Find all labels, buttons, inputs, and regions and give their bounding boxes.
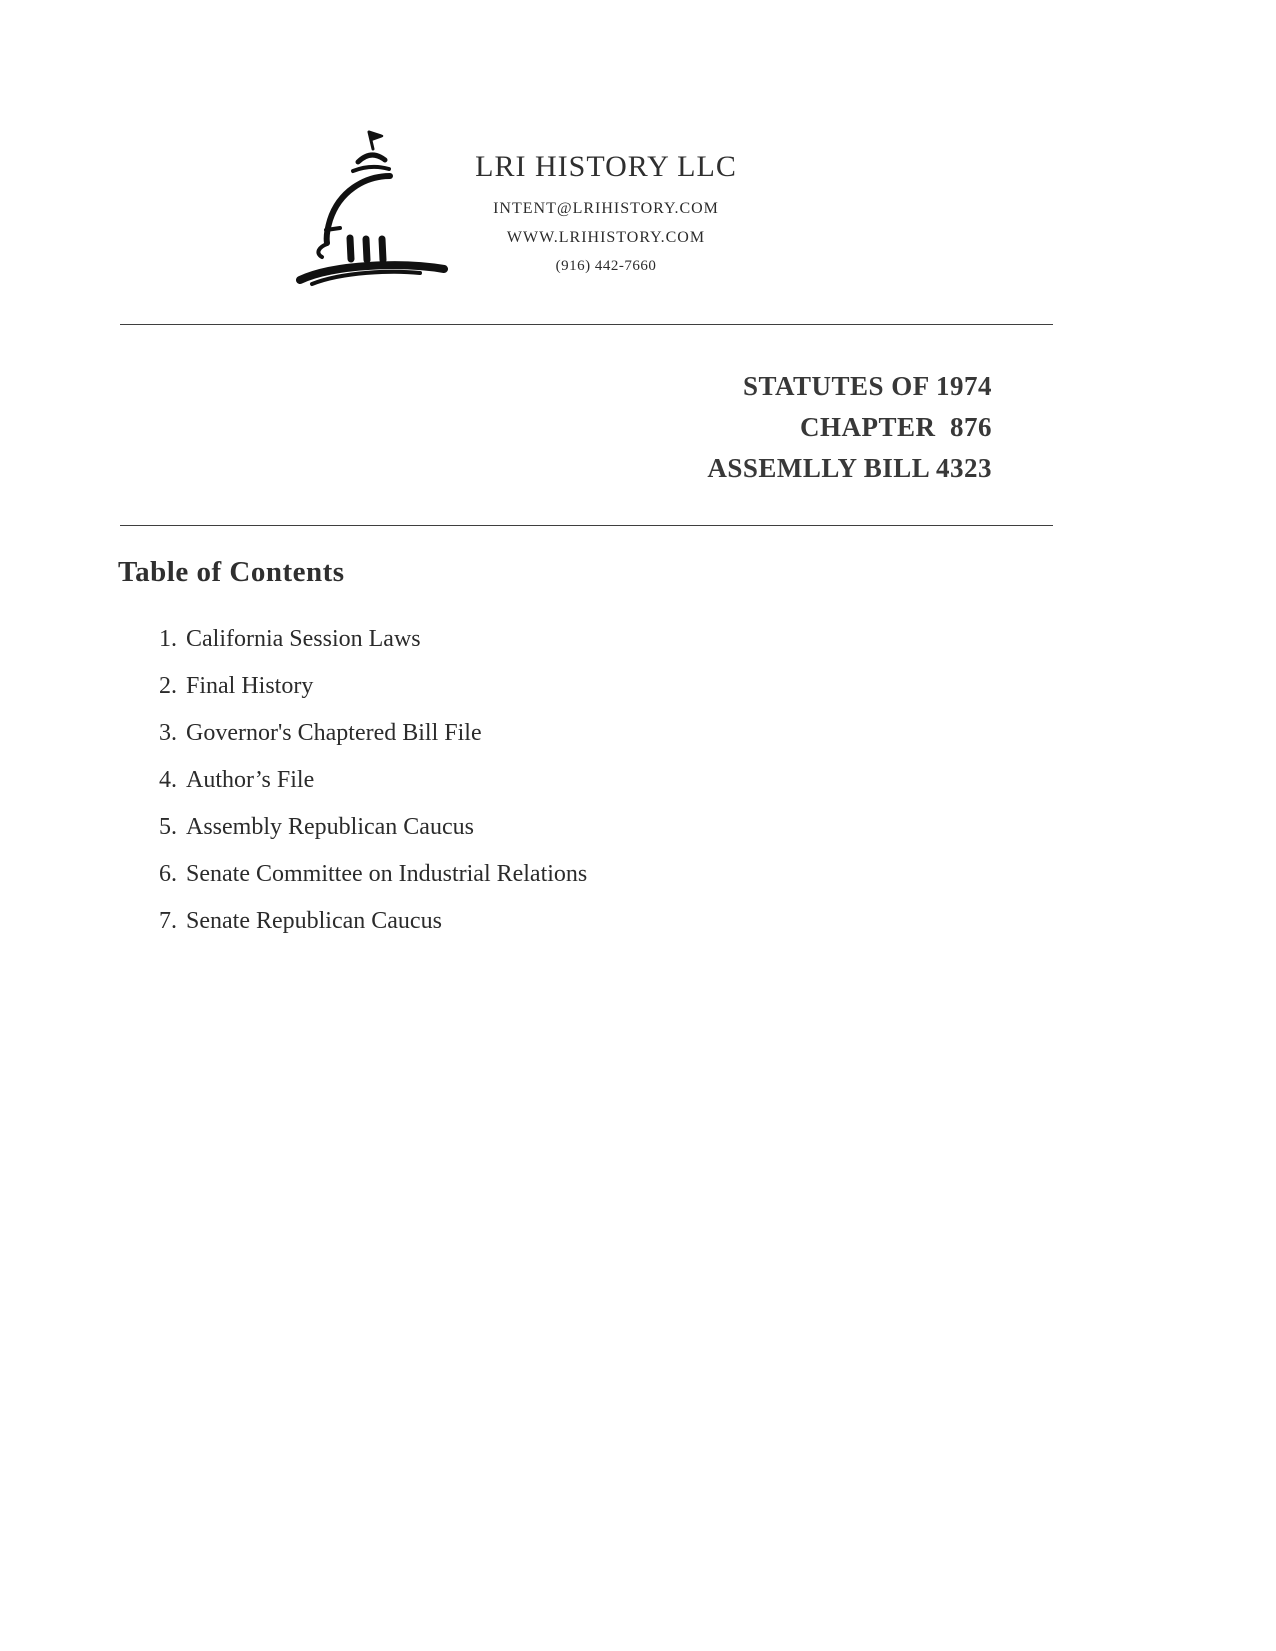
divider-bottom (120, 525, 1053, 526)
phone-text: (916) 442-7660 (555, 258, 657, 274)
toc-item: 4. Author’s File (183, 765, 587, 795)
toc-item: 7. Senate Republican Caucus (183, 906, 587, 936)
divider-top (120, 324, 1053, 325)
statutes-line: STATUTES OF 1974 (742, 371, 992, 401)
toc-item: 2. Final History (183, 671, 587, 701)
company-name: LRI HISTORY LLC (475, 150, 737, 183)
chapter-line: CHAPTER 876 (799, 412, 992, 442)
capitol-dome-sketch (292, 126, 452, 291)
toc-item: 1. California Session Laws (183, 624, 587, 654)
statute-title-block (707, 366, 992, 489)
capitol-logo-icon (292, 126, 452, 291)
toc-item: 5. Assembly Republican Caucus (183, 812, 587, 842)
toc-list (145, 624, 587, 953)
toc-item: 3. Governor's Chaptered Bill File (183, 718, 587, 748)
email-text: INTENT@LRIHISTORY.COM (493, 200, 719, 217)
website-text: WWW.LRIHISTORY.COM (506, 229, 706, 246)
toc-item: 6. Senate Committee on Industrial Relations (183, 859, 587, 889)
toc-heading: Table of Contents (118, 556, 345, 588)
assembly-bill-line: ASSEMLLY BILL 4323 (707, 453, 992, 483)
letterhead (448, 150, 764, 275)
